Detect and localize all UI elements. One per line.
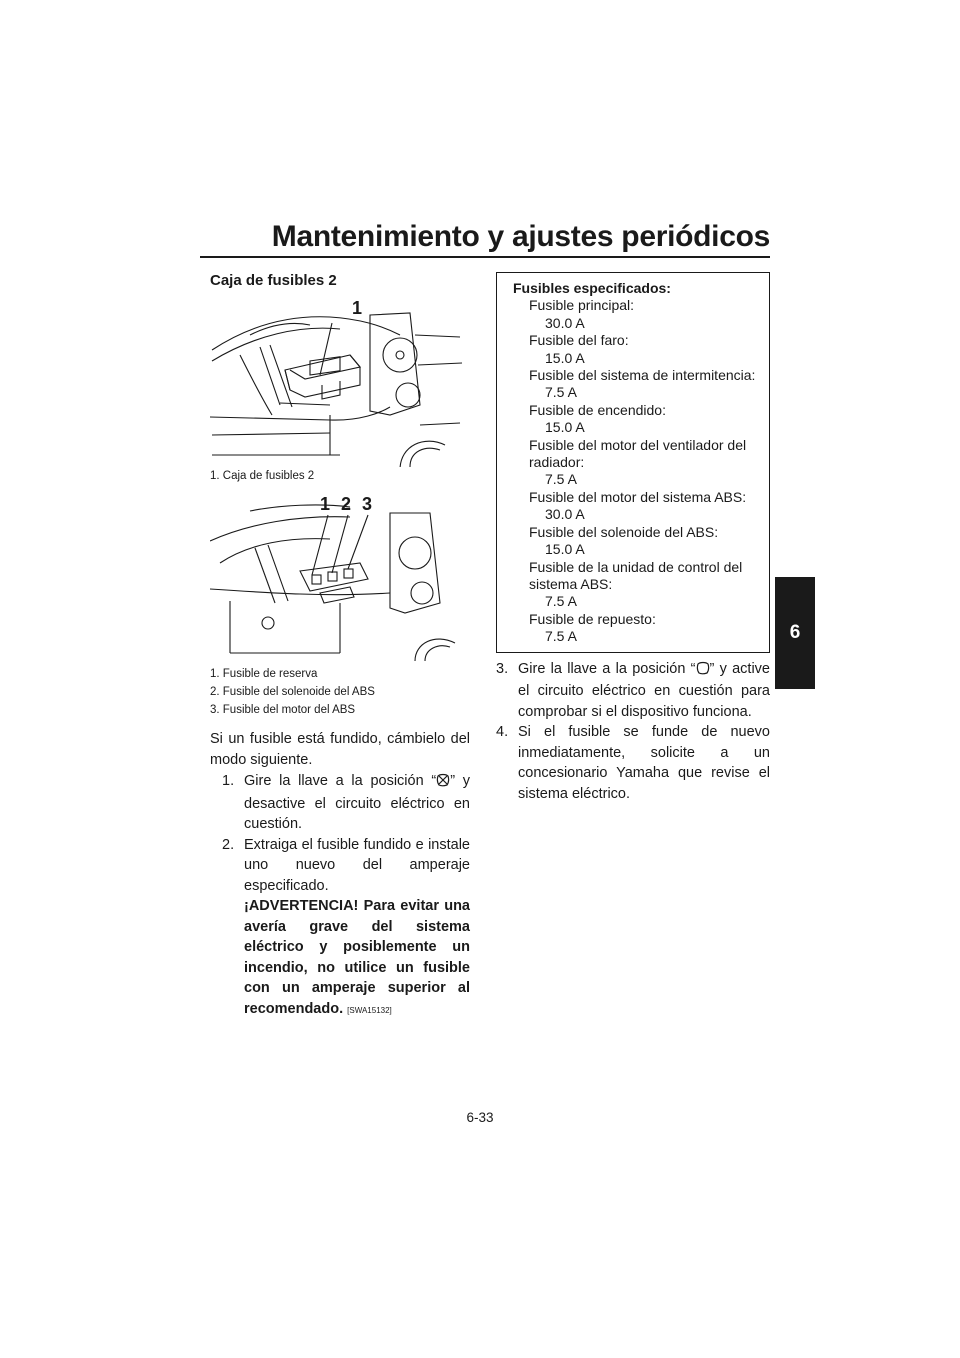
spec-item-value: 7.5 A bbox=[545, 471, 577, 488]
figure2-callout-3: 3 bbox=[362, 494, 373, 514]
spec-item-name: Fusible de encendido: bbox=[529, 401, 666, 418]
spec-entry bbox=[513, 489, 759, 524]
spec-item-name: Fusible del sistema de intermitencia: bbox=[529, 367, 756, 384]
spec-item-value: 15.0 A bbox=[545, 349, 585, 366]
step-4-number: 4. bbox=[496, 724, 509, 741]
figure1-callout-1: 1 bbox=[352, 298, 363, 318]
spec-item-name: Fusible de repuesto: bbox=[529, 610, 656, 627]
page-number: 6-33 bbox=[466, 1110, 494, 1125]
right-column bbox=[496, 272, 770, 804]
right-steps bbox=[496, 659, 770, 805]
step-1-text-after: ” y desactive el circuito eléctrico en cuestión. bbox=[244, 773, 471, 832]
step-2-text: Extraiga el fusible fundido e instale uno nuevo del amperaje especificado. bbox=[244, 836, 470, 894]
spec-entry bbox=[513, 611, 759, 646]
key-on-icon bbox=[696, 661, 710, 682]
spec-item-name: Fusible del motor del sistema ABS: bbox=[529, 488, 747, 505]
fuses-illustration bbox=[210, 493, 470, 663]
intro-paragraph: Si un fusible está fundido, cámbielo del modo siguiente. bbox=[210, 731, 470, 768]
spec-item-value: 30.0 A bbox=[545, 506, 585, 523]
figure2-callout-1: 1 bbox=[320, 494, 331, 514]
step-3-number: 3. bbox=[496, 660, 509, 677]
figure2-caption-2: 2. Fusible del solenoide del ABS bbox=[210, 686, 375, 698]
figure2-caption-3: 3. Fusible del motor del ABS bbox=[210, 704, 356, 716]
spec-item-name: Fusible del solenoide del ABS: bbox=[529, 523, 719, 540]
spec-title: Fusibles especificados: bbox=[513, 280, 671, 296]
spec-item-value: 15.0 A bbox=[545, 541, 585, 558]
key-off-icon bbox=[436, 773, 450, 794]
header-rule bbox=[200, 256, 770, 258]
warning-message: ¡ADVERTENCIA! Para evitar una avería grave del sistema eléctrico y posiblemente un incendio, no utilice un fusible con un amperaje superior al recomendado. bbox=[244, 898, 470, 1017]
left-steps bbox=[222, 771, 470, 1021]
fuses-figure bbox=[210, 493, 470, 663]
spec-item-value: 7.5 A bbox=[545, 384, 577, 401]
spec-entry bbox=[513, 524, 759, 559]
left-column bbox=[210, 272, 470, 1021]
chapter-tab: 6 bbox=[775, 577, 815, 689]
figure2-caption-1: 1. Fusible de reserva bbox=[210, 668, 318, 680]
spec-item-name: Fusible del motor del ventilador del radiador: bbox=[529, 436, 747, 471]
spec-item-name: Fusible de la unidad de control del sistema ABS: bbox=[529, 558, 743, 592]
spec-item-name: Fusible principal: bbox=[529, 297, 635, 314]
spec-entry bbox=[513, 402, 759, 437]
step-2 bbox=[222, 835, 470, 1022]
step-1-number: 1. bbox=[222, 773, 235, 789]
fuse-spec-box bbox=[496, 272, 770, 653]
step-2-number: 2. bbox=[222, 836, 235, 853]
spec-item-value: 7.5 A bbox=[545, 628, 577, 645]
spec-entry bbox=[513, 559, 759, 611]
step-1 bbox=[222, 771, 470, 835]
step-4 bbox=[496, 722, 770, 804]
spec-item-value: 7.5 A bbox=[545, 593, 577, 610]
section-heading: Caja de fusibles 2 bbox=[210, 272, 337, 289]
figure2-caption-list bbox=[210, 665, 470, 719]
spec-item-value: 30.0 A bbox=[545, 314, 585, 331]
step-3-text-before: Gire la llave a la posición “ bbox=[518, 660, 696, 677]
spec-entry bbox=[513, 297, 759, 332]
spec-entry bbox=[513, 332, 759, 367]
figure1-caption: 1. Caja de fusibles 2 bbox=[210, 470, 315, 482]
warning-text bbox=[244, 896, 470, 1021]
warning-code: [SWA15132] bbox=[347, 1005, 392, 1015]
spec-item-value: 15.0 A bbox=[545, 419, 585, 436]
spec-entry bbox=[513, 437, 759, 489]
figure2-callout-2: 2 bbox=[341, 494, 352, 514]
step-3 bbox=[496, 659, 770, 723]
fuse-box-figure bbox=[210, 295, 470, 467]
page-header-title: Mantenimiento y ajustes periódicos bbox=[271, 220, 770, 253]
step-1-text-before: Gire la llave a la posición “ bbox=[244, 773, 437, 789]
fuse-box-illustration bbox=[210, 295, 470, 467]
spec-item-name: Fusible del faro: bbox=[529, 332, 629, 349]
step-3-text-after: ” y active el circuito eléctrico en cuestión para comprobar si el dispositivo funciona. bbox=[518, 660, 770, 720]
step-4-text: Si el fusible se funde de nuevo inmediatamente, solicite a un concesionario Yamaha que revise el sistema eléctrico. bbox=[518, 724, 770, 802]
spec-entry bbox=[513, 367, 759, 402]
